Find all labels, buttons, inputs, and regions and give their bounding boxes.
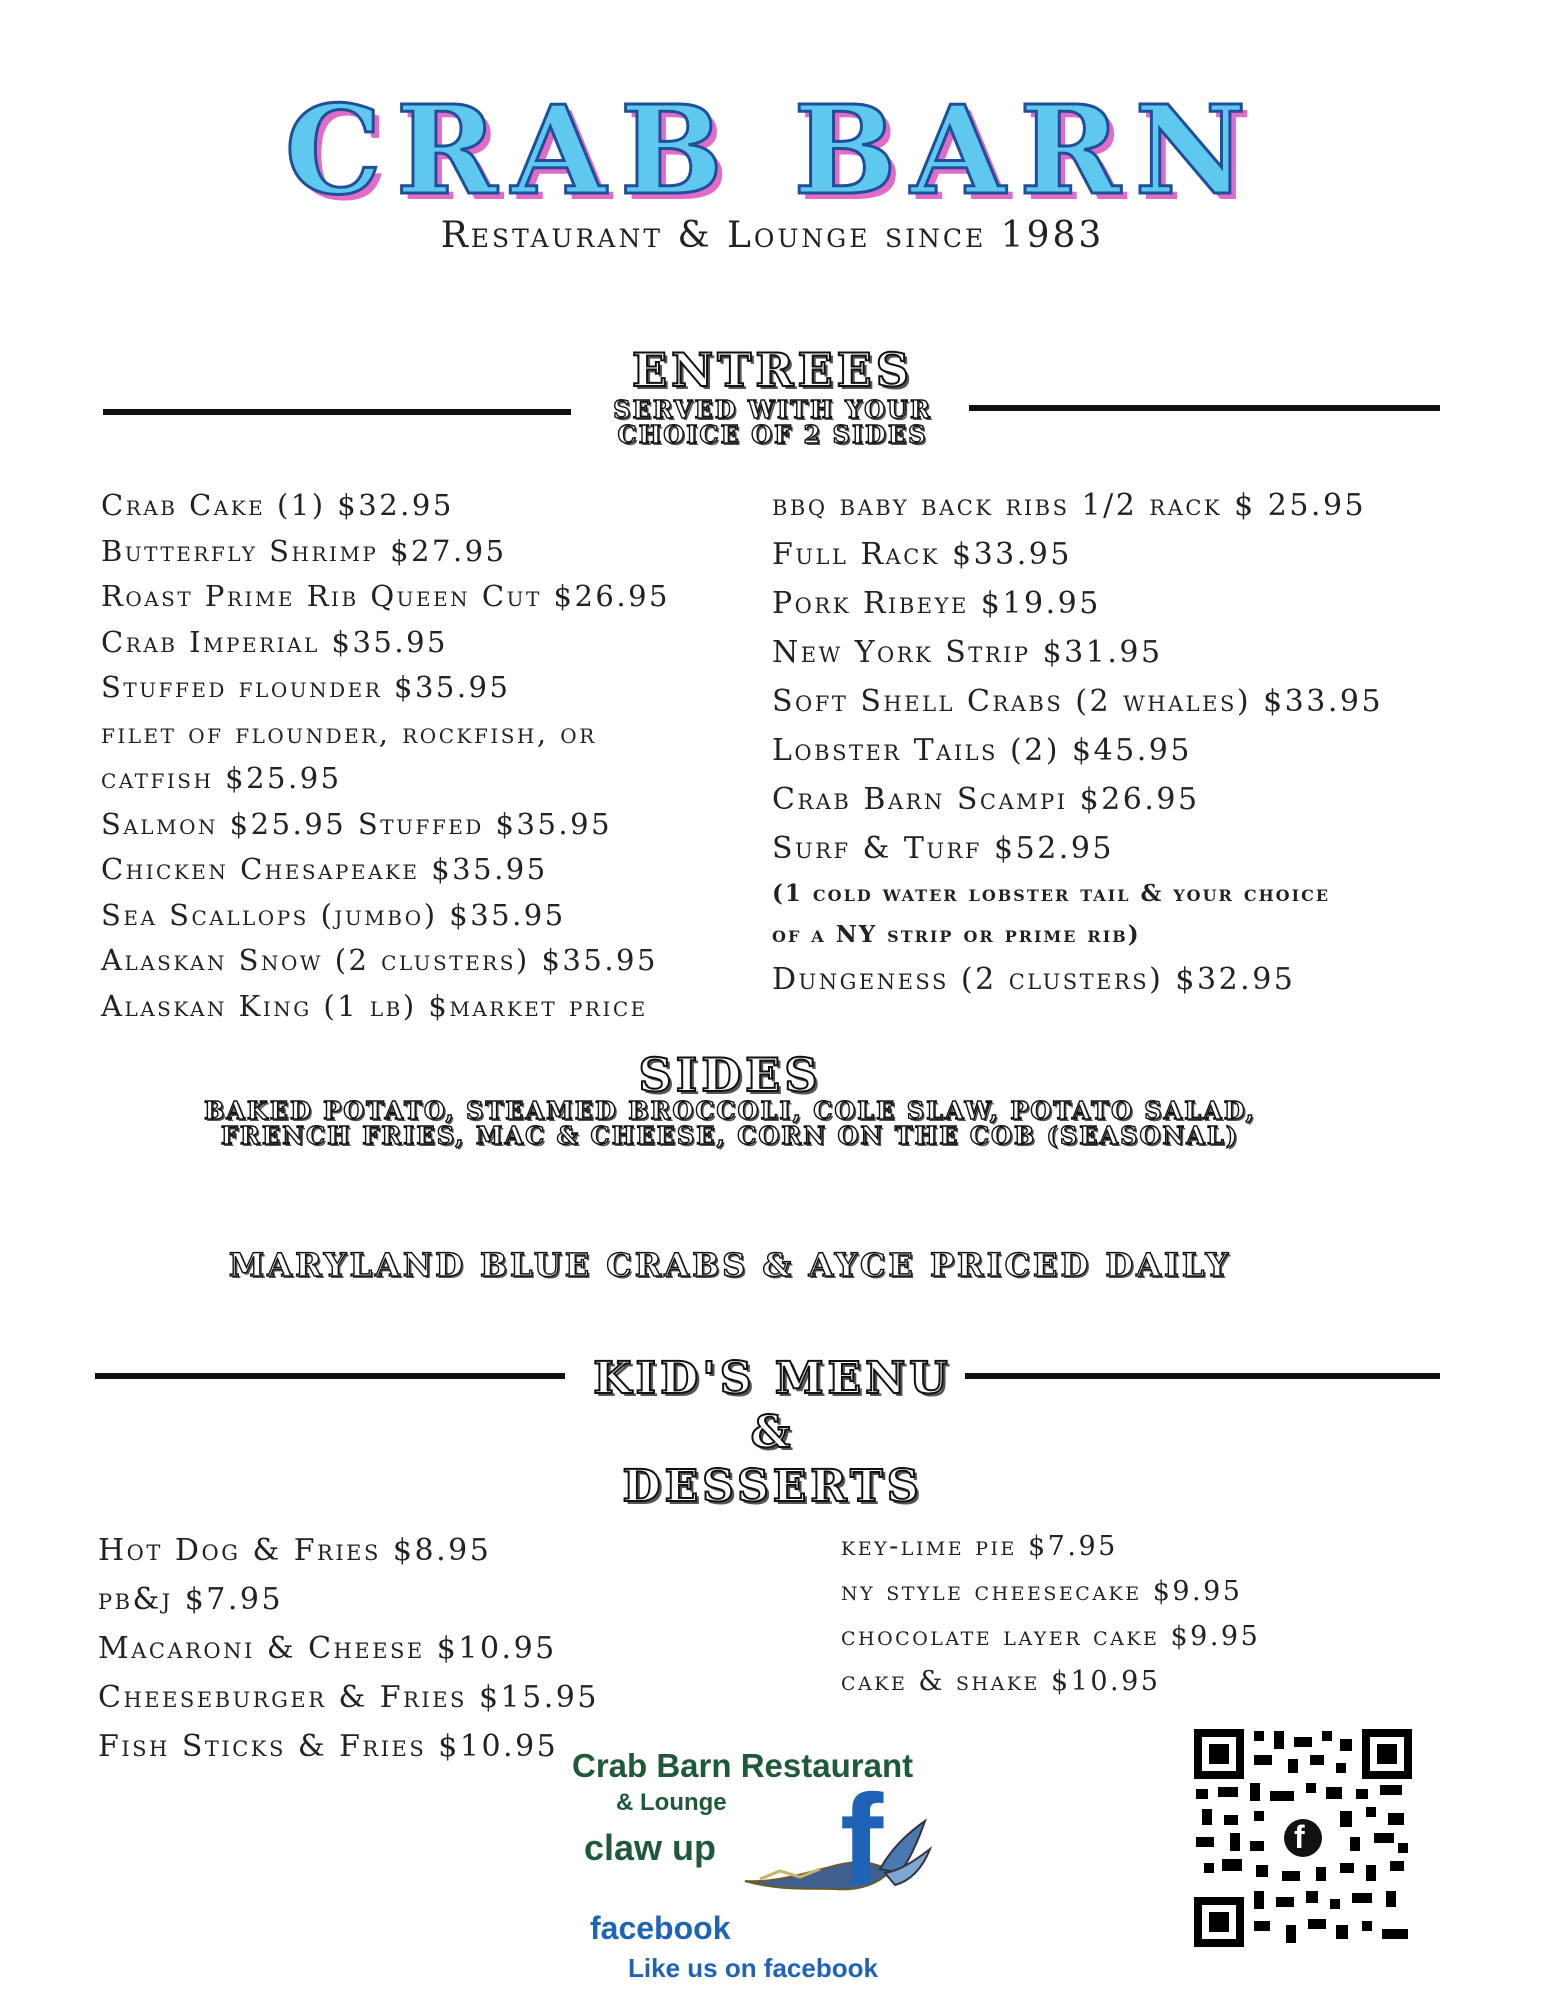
- list-item: key-lime pie $7.95: [841, 1531, 1118, 1562]
- list-item: Macaroni & Cheese $10.95: [98, 1631, 557, 1666]
- fb-tagline: claw up: [584, 1827, 717, 1868]
- entrees-left-list: [101, 483, 670, 1029]
- list-item: Butterfly Shrimp $27.95: [101, 533, 507, 568]
- surf-turf-note-line1: (1 cold water lobster tail & your choice: [772, 880, 1331, 907]
- list-item: chocolate layer cake $9.95: [841, 1621, 1261, 1652]
- list-item: ny style cheesecake $9.95: [841, 1576, 1243, 1607]
- list-item: Roast Prime Rib Queen Cut $26.95: [101, 579, 670, 613]
- surf-turf-note-line2: of a NY strip or prime rib): [772, 921, 1141, 948]
- list-item: catfish $25.95: [101, 761, 342, 795]
- sides-line1: BAKED POTATO, STEAMED BROCCOLI, COLE SLAW, POTATO SALAD,: [203, 1096, 1257, 1125]
- fb-restaurant-name: Crab Barn Restaurant: [572, 1747, 914, 1784]
- entrees-right-list: [772, 481, 1383, 1004]
- list-item: Crab Imperial $35.95: [101, 624, 448, 659]
- fb-brand-text: facebook: [590, 1910, 731, 1946]
- list-item: Stuffed flounder $35.95: [101, 670, 511, 704]
- list-item: Dungeness (2 clusters) $32.95: [772, 962, 1296, 997]
- kids-desserts-heading: [0, 1352, 1545, 1514]
- list-item: Full Rack $33.95: [772, 537, 1072, 572]
- qr-facebook-icon: f: [1294, 1819, 1305, 1855]
- list-item: Hot Dog & Fries $8.95: [98, 1533, 492, 1568]
- list-item: Chicken Chesapeake $35.95: [101, 852, 548, 886]
- list-item: Cheeseburger & Fries $15.95: [98, 1680, 599, 1715]
- facebook-logo-icon: f: [840, 1767, 884, 1913]
- kids-heading-line1: KID'S MENU: [593, 1353, 952, 1404]
- list-item: filet of flounder, rockfish, or: [101, 715, 597, 750]
- daily-special: MARYLAND BLUE CRABS & AYCE PRICED DAILY: [228, 1246, 1232, 1284]
- fb-restaurant-lounge: & Lounge: [616, 1789, 727, 1816]
- sides-heading: SIDES: [638, 1048, 822, 1102]
- list-item: bbq baby back ribs 1/2 rack $ 25.95: [772, 488, 1367, 523]
- fb-like-us-link[interactable]: Like us on facebook: [628, 1953, 878, 1983]
- entrees-subheading-line2: CHOICE OF 2 SIDES: [617, 420, 928, 449]
- desserts-list: [841, 1524, 1260, 1704]
- list-item: New York Strip $31.95: [772, 635, 1163, 670]
- restaurant-subtitle: Restaurant & Lounge since 1983: [440, 215, 1105, 256]
- list-item: Pork Ribeye $19.95: [772, 586, 1101, 621]
- sides-line2: FRENCH FRIES, MAC & CHEESE, CORN ON THE COB (SEASONAL): [220, 1121, 1240, 1150]
- list-item: cake & shake $10.95: [841, 1666, 1161, 1697]
- entrees-subheading-line1: SERVED WITH YOUR: [613, 395, 932, 424]
- list-item: Alaskan Snow (2 clusters) $35.95: [101, 943, 658, 977]
- list-item: Crab Barn Scampi $26.95: [772, 782, 1200, 817]
- restaurant-title: CRAB BARN: [284, 78, 1261, 222]
- list-item: Lobster Tails (2) $45.95: [772, 733, 1192, 768]
- facebook-promo[interactable]: [560, 1745, 1000, 1985]
- list-item: Crab Cake (1) $32.95: [101, 488, 454, 522]
- kids-menu-list: [98, 1526, 599, 1771]
- list-item: Fish Sticks & Fries $10.95: [98, 1729, 559, 1764]
- list-item: Surf & Turf $52.95: [772, 831, 1115, 866]
- list-item: Salmon $25.95 Stuffed $35.95: [101, 806, 613, 841]
- kids-heading-line2: &: [750, 1407, 795, 1458]
- entrees-subheading: [0, 397, 1545, 447]
- list-item: Soft Shell Crabs (2 whales) $33.95: [772, 684, 1384, 719]
- entrees-heading: ENTREES: [632, 343, 913, 397]
- sides-list: [0, 1098, 1460, 1148]
- list-item: pb&j $7.95: [98, 1582, 284, 1617]
- list-item: Sea Scallops (jumbo) $35.95: [101, 897, 566, 932]
- qr-code[interactable]: [1190, 1725, 1416, 1951]
- list-item: Alaskan King (1 lb) $market price: [101, 988, 648, 1023]
- kids-heading-line3: DESSERTS: [622, 1461, 923, 1512]
